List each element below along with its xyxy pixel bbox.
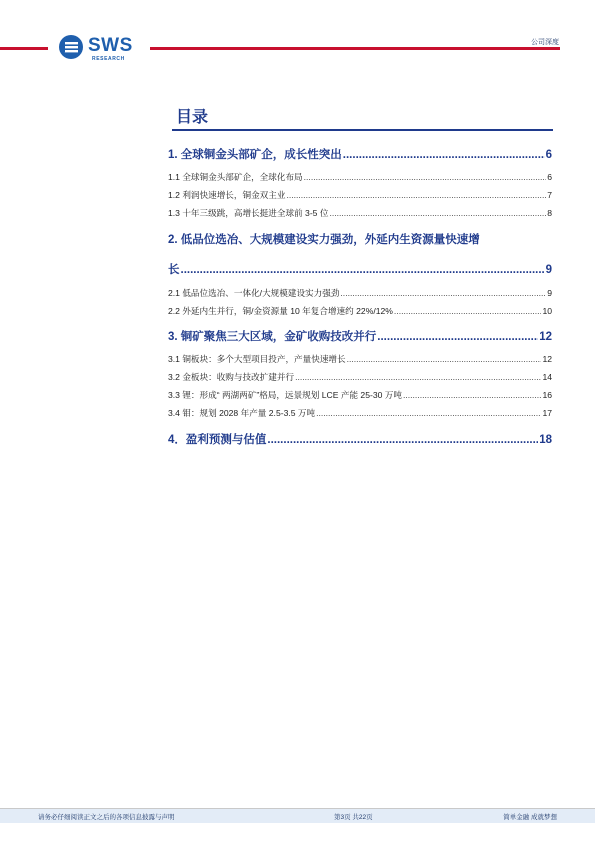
footer-page-info: 第3页 共22页 xyxy=(334,814,373,821)
toc-leader-dots xyxy=(403,390,541,400)
toc-entry[interactable] xyxy=(168,287,552,299)
toc-entry[interactable] xyxy=(168,305,552,317)
toc-entry-label: 1.3 十年三级跳，高增长挺进全球前 3-5 位 xyxy=(168,208,329,218)
toc-entry[interactable] xyxy=(168,231,552,247)
toc-leader-dots xyxy=(347,354,542,364)
toc-entry[interactable] xyxy=(168,407,552,419)
toc-entry-label: 3.1 铜板块：多个大型项目投产，产量快速增长 xyxy=(168,354,346,364)
toc-entry-label: 3.2 金板块：收购与技改扩建并行 xyxy=(168,372,295,382)
toc-leader-dots xyxy=(340,288,546,298)
toc-entry-page: 16 xyxy=(542,390,552,400)
toc-entry[interactable] xyxy=(168,171,552,183)
toc-leader-dots xyxy=(377,331,538,343)
toc-entry-page: 18 xyxy=(539,434,552,446)
toc-entry-page: 9 xyxy=(547,288,552,298)
toc-entry-label: 1.2 利润快速增长，铜金双主业 xyxy=(168,190,286,200)
toc-entry-label: 1. 全球铜金头部矿企，成长性突出 xyxy=(168,149,342,161)
sws-logo-icon xyxy=(58,34,84,60)
toc-entry[interactable] xyxy=(168,389,552,401)
toc-leader-dots xyxy=(394,306,542,316)
toc-leader-dots xyxy=(286,190,546,200)
toc-entry-label: 3.4 钼：规划 2028 年产量 2.5-3.5 万吨 xyxy=(168,408,316,418)
toc-entry-page: 12 xyxy=(542,354,552,364)
toc-leader-dots xyxy=(316,408,541,418)
header-rule-right xyxy=(150,47,560,50)
toc-entry-label: 1.1 全球铜金头部矿企，全球化布局 xyxy=(168,172,303,182)
toc-leader-dots xyxy=(181,264,545,276)
toc-entry-page: 9 xyxy=(545,264,552,276)
report-type-label: 公司深度 xyxy=(531,39,559,46)
toc-entry[interactable] xyxy=(168,328,552,344)
toc-leader-dots xyxy=(295,372,541,382)
footer-disclaimer: 请务必仔细阅读正文之后的各项信息披露与声明 xyxy=(38,814,175,821)
toc-entry-label: 2.1 低品位选冶、一体化/大规模建设实力强劲 xyxy=(168,288,340,298)
toc-entry-label: 3.3 锂：形成“ 两湖两矿”格局，远景规划 LCE 产能 25-30 万吨 xyxy=(168,390,402,400)
toc-entry[interactable] xyxy=(168,207,552,219)
toc-entry-page: 17 xyxy=(542,408,552,418)
toc-entry-label: 4．盈利预测与估值 xyxy=(168,434,267,446)
toc-entry-page: 7 xyxy=(547,190,552,200)
toc-entry-page: 8 xyxy=(547,208,552,218)
toc-entry-label: 2. 低品位选冶、大规模建设实力强劲，外延内生资源量快速增 xyxy=(168,234,480,246)
footer-slogan: 简单金融 成就梦想 xyxy=(503,814,557,821)
toc-entry-label: 长 xyxy=(168,264,180,276)
logo-text: SWS xyxy=(88,35,133,56)
toc-entry-page: 10 xyxy=(542,306,552,316)
header-rule-left xyxy=(0,47,48,50)
toc-entry[interactable] xyxy=(168,146,552,162)
toc-entry-page: 12 xyxy=(539,331,552,343)
toc-title: 目录 xyxy=(176,109,209,126)
toc-entry[interactable] xyxy=(168,431,552,447)
toc-entry[interactable] xyxy=(168,261,552,277)
sws-logo xyxy=(58,34,148,64)
toc-entry[interactable] xyxy=(168,189,552,201)
toc-entry-page: 6 xyxy=(545,149,552,161)
toc-leader-dots xyxy=(267,434,538,446)
toc-entry-label: 2.2 外延内生并行，铜/金资源量 10 年复合增速约 22%/12% xyxy=(168,306,393,316)
toc-leader-dots xyxy=(343,149,545,161)
toc-title-rule xyxy=(172,129,553,131)
logo-subtext: RESEARCH xyxy=(92,56,125,62)
toc-entry[interactable] xyxy=(168,371,552,383)
toc-entry[interactable] xyxy=(168,353,552,365)
toc-entry-page: 6 xyxy=(547,172,552,182)
toc-entry-page: 14 xyxy=(542,372,552,382)
toc-entry-label: 3. 铜矿聚焦三大区域，金矿收购技改并行 xyxy=(168,331,377,343)
toc-leader-dots xyxy=(304,172,547,182)
toc-leader-dots xyxy=(329,208,546,218)
